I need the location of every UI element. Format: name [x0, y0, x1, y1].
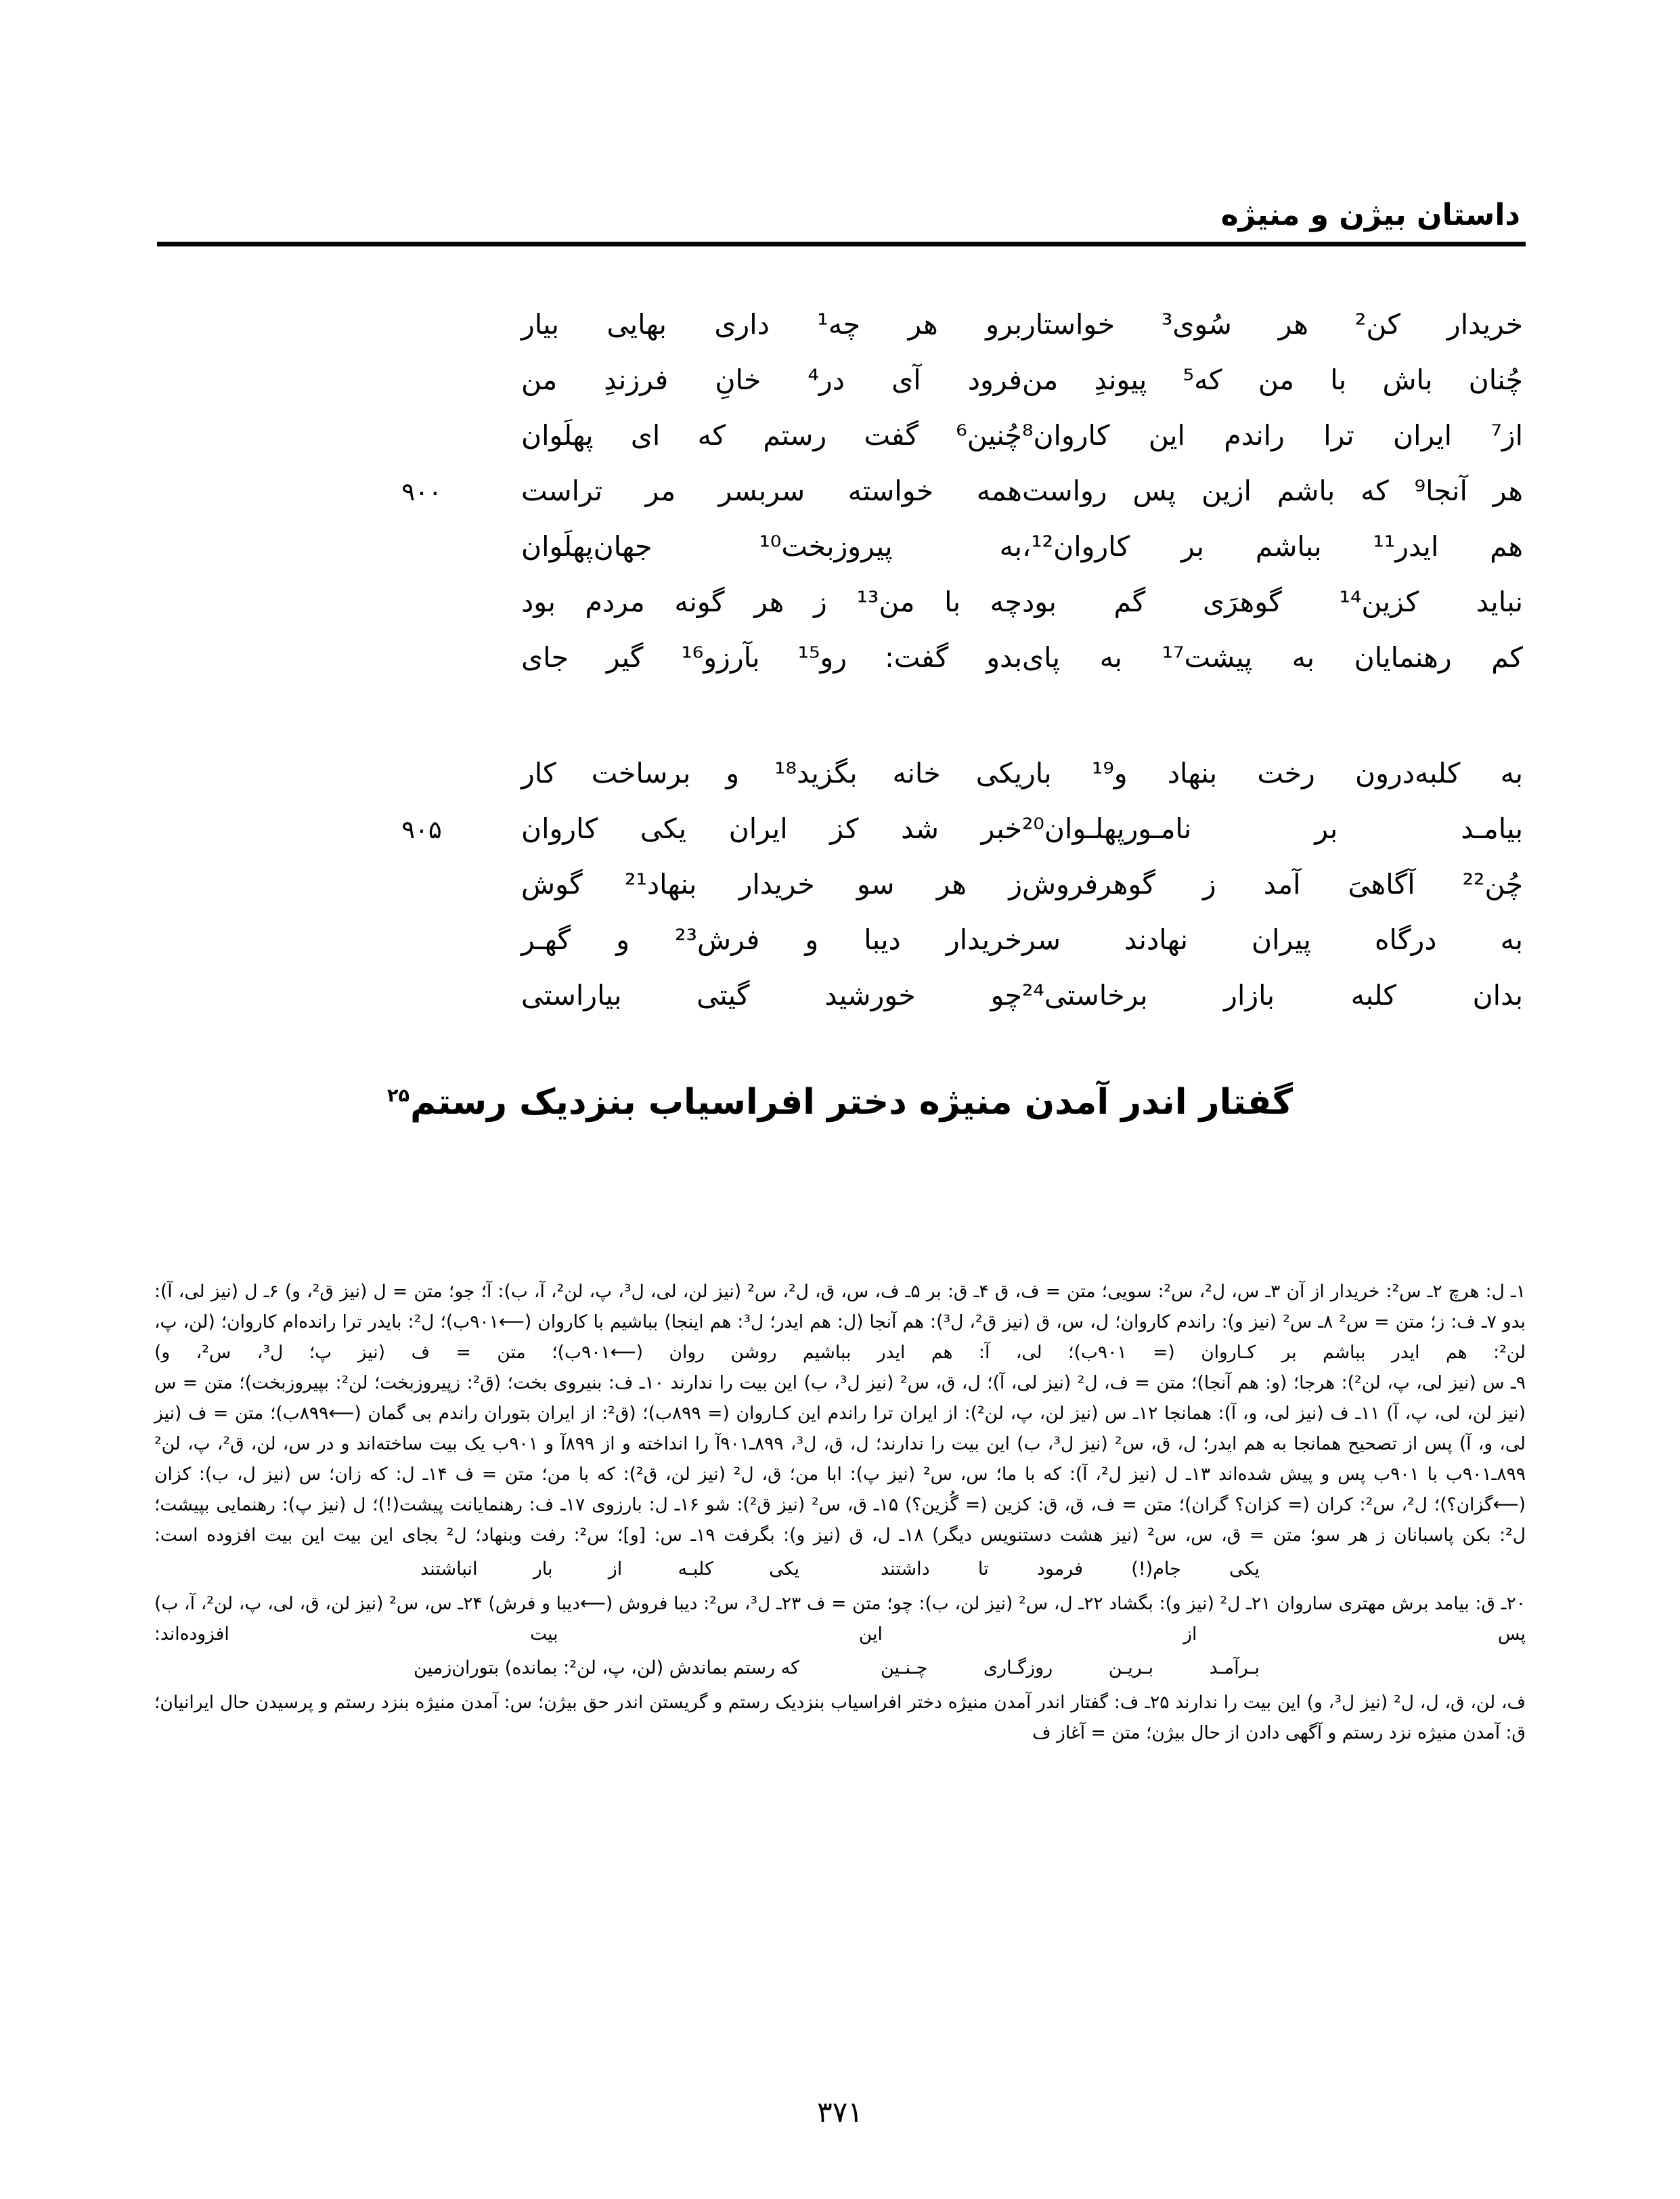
line-number	[371, 441, 472, 445]
line-number: ۹۰۰	[401, 477, 442, 506]
line-number	[371, 779, 472, 783]
line-number	[371, 552, 472, 556]
footnote-paragraph-2: ۹ـ س (نیز لی، پ، لن²): هرجا؛ (و: هم آنجا)؛ متن = ف، ل² (نیز لی، آ)؛ ل، ق، س² (نیز ل³، ب) این بیت را ندارند ۱۰ـ ف: بنیروی بخت؛ (ق²: زپیروزبخت؛ لن²: بپیروزبخت)؛ متن = س (نیز لن، لی، پ، آ) ۱۱ـ ف (نیز لی، و، آ): همانجا ۱۲ـ س (نیز لن، پ، لن²): از ایران ترا راندم این کـاروان (= ۸۹۹ب)؛ (ق²: از ایران بتوران راندم بی گمان (⟵۸۹۹ب)؛ متن = ف (نیز لی، و، آ) پس از تصحیح همانجا به هم ایدر؛ ل، ق، س² (نیز ل³، ب) این بیت را ندارند؛ ل، ق، ل³، ۸۹۹ـ۹۰۱آ را انداخته و از ۸۹۹آ و ۹۰۱ب یک بیت ساخته‌اند و در س، لن، ق²، پ، لن² ۸۹۹ـ۹۰۱ب با ۹۰۱ب پس و پیش شده‌اند ۱۳ـ ل (نیز ل²، آ): که با ما؛ س، س² (نیز پ): ابا من؛ ق، ل² (نیز لن، ق²): که با من؛ متن = ف ۱۴ـ ل: که زان؛ س (نیز ل، ب): کزان (⟵گزان؟)؛ ل²، س²: کران (= کزان؟ گران)؛ متن = ف، ق، ق: کزین (= گُزین؟) ۱۵ـ ق، س² (نیز ق²): شو ۱۶ـ ل: بارزوی ۱۷ـ ف: رهنمایانت پیشت(!)؛ ل (نیز پ): رهنمایی بپیشت؛ ل²: بکن پاسبانان ز هر سو؛ متن = ق، س، س² (نیز هشت دستنویس دیگر) ۱۸ـ ل، ق (نیز و): بگرفت ۱۹ـ س: [و]؛ س²: رفت وبنهاد؛ ل² بجای این بیت این بیت افزوده است:	[154, 1372, 1526, 1546]
hemistich-right: همه خواسته سربسر مر تراست	[521, 475, 1022, 507]
couplet	[157, 866, 1523, 921]
hemistich-right: خریدار دیبا و فرش²³ و گهـر	[521, 923, 1023, 956]
hemistich-right: فرود آی در⁴ خانِ فرزندِ من	[521, 364, 1023, 396]
running-head: داستان بیژن و منیژه	[1220, 198, 1520, 232]
couplet	[157, 810, 1523, 866]
hemistich-left: به درگاه پیران نهادند سر	[1022, 923, 1523, 956]
hemistich-right: بدو گفت: رو¹⁵ بآرزو¹⁶ گیر جای	[521, 641, 1022, 674]
hemistich-right: یکی خانه بگزید¹⁸ و برساخت کار	[521, 757, 1022, 789]
inserted-hemistich-right: بـرآمـد بـریـن روزگـاری چـنـین	[881, 1657, 1260, 1678]
hemistich-left: چُنان باش با من که⁵ پیوندِ من	[1022, 364, 1523, 396]
couplet	[157, 362, 1523, 417]
line-number	[371, 890, 472, 894]
hemistich-left: خریدار کن² هر سُوی³ خواستار	[1022, 308, 1524, 341]
hemistich-left: هم ایدر¹¹ بباشم بر کاروان¹²،	[1022, 530, 1523, 563]
hemistich-right: چو خورشید گیتی بیاراستی	[521, 979, 1022, 1011]
hemistich-right: چه با من¹³ ز هر گونه مردم بود	[521, 586, 1023, 618]
hemistich-right: به پیروزبخت¹⁰ جهان‌پهلَوان	[521, 530, 1022, 563]
couplet	[157, 639, 1523, 695]
footnote-paragraph-4: ف، لن، ق، ل، ل² (نیز ل³، و) این بیت را ندارند ۲۵ـ ف: گفتار اندر آمدن منیژه دختر افراسیاب بنزدیک رستم و گریستن اندر حق بیژن؛ س: آمدن منیژه بنزد رستم و پرسیدن حال ایرانیان؛ ق: آمدن منیژه نزد رستم و آگهی دادن از حال بیژن؛ متن = آغاز ف	[154, 1692, 1526, 1743]
hemistich-left: کم رهنمایان به پیشت¹⁷ به پای	[1022, 641, 1524, 674]
footnote-apparatus	[154, 1276, 1526, 1748]
footnote-paragraph-1: ۱ـ ل: هرچ ۲ـ س²: خریدار از آن ۳ـ س، ل²، س²: سویی؛ متن = ف، ق ۴ـ ق: بر ۵ـ ف، س، ق، ل²، س² (نیز لن، لی، ل³، پ، لن²، آ، ب): آ؛ جو؛ متن = ل (نیز ق²، و) ۶ـ ل (نیز لی، آ): بدو ۷ـ ف: ز؛ متن = س² ۸ـ س² (نیز و): راندم کاروان؛ ل، س، ق (نیز ق²، ل³): هم آنجا (ل: هم ایدر؛ ل³: هم اینجا) بباشیم با کاروان (⟵۹۰۱ب)؛ ل²: بایدر ترا رانده‌ام کاروان؛ (لن، پ، لن²: هم ایدر بباشم بر کـاروان (= ۹۰۱ب)؛ لی، آ: هم ایدر بباشیم روشن روان (⟵۹۰۱ب)؛ متن = ف (نیز پ؛ ل³، س²، و)	[154, 1281, 1526, 1363]
couplet	[157, 755, 1523, 810]
verse-block-1	[157, 306, 1523, 695]
couplet	[157, 306, 1523, 362]
couplet	[157, 473, 1523, 528]
line-number	[371, 1001, 472, 1005]
section-heading-note-marker: ۲۵	[386, 1085, 410, 1106]
hemistich-left: هر آنجا⁹ که باشم ازین پس رواست	[1022, 475, 1523, 507]
hemistich-right: چُنین⁶ گفت رستم که ای پهلَوان	[521, 419, 1022, 452]
hemistich-left: از⁷ ایران ترا راندم این کاروان⁸	[1022, 419, 1523, 452]
inserted-hemistich-right: یکی جام(!) فرمود تا داشتند	[881, 1559, 1260, 1580]
section-heading-text: گفتار اندر آمدن منیژه دختر افراسیاب بنزدیک رستم	[410, 1082, 1294, 1123]
couplet	[157, 977, 1523, 1032]
line-number	[371, 385, 472, 389]
couplet	[157, 921, 1523, 977]
couplet	[157, 528, 1523, 584]
footnote-paragraph-3: ۲۰ـ ق: بیامد برش مهتری ساروان ۲۱ـ ل² (نیز و): بگشاد ۲۲ـ ل، س² (نیز لن، ب): چو؛ متن = ف ۲۳ـ ل³، س²: دیبا فروش (⟵دیبا و فرش) ۲۴ـ س، س² (نیز لن، ق، لی، پ، لن²، آ، ب) پس از این بیت افزوده‌اند:	[154, 1593, 1526, 1645]
verse-block-2	[157, 755, 1523, 1032]
hemistich-left: به کلبه‌درون رخت بنهاد و¹⁹ بار	[1022, 757, 1523, 789]
line-number	[371, 945, 472, 949]
hemistich-left: چُن²² آگاهیَ آمد ز گوهرفروش	[1022, 868, 1523, 900]
line-number	[371, 607, 472, 611]
running-head-area	[157, 198, 1526, 246]
inserted-couplet-1	[154, 1552, 1526, 1587]
inserted-hemistich-left: که رستم بماندش (لن، پ، لن²: بمانده) بتوران‌زمین	[414, 1657, 799, 1678]
hemistich-right: برو هر چه¹ داری بهایی بیار	[521, 308, 1022, 341]
section-heading	[157, 1082, 1523, 1123]
line-number: ۹۰۵	[401, 815, 442, 844]
hemistich-right: خبر شد کز ایران یکی کاروان	[521, 812, 1022, 845]
line-number	[371, 330, 472, 334]
hemistich-left: نباید کزین¹⁴ گوهرَی گم بود	[1022, 586, 1523, 618]
line-number	[371, 663, 472, 667]
hemistich-left: بیامـد بر نامـورپهلـوان²⁰	[1022, 812, 1523, 845]
inserted-couplet-2	[154, 1651, 1526, 1686]
hemistich-right: ز هر سو خریدار بنهاد²¹ گوش	[521, 868, 1023, 900]
page-number: ۳۷۱	[817, 2095, 863, 2129]
header-rule	[157, 242, 1526, 246]
inserted-hemistich-left: یکی کلبـه از بار انباشتند	[420, 1559, 799, 1580]
couplet	[157, 584, 1523, 639]
hemistich-left: بدان کلبه بازار برخاستی²⁴	[1022, 979, 1523, 1011]
couplet	[157, 417, 1523, 473]
